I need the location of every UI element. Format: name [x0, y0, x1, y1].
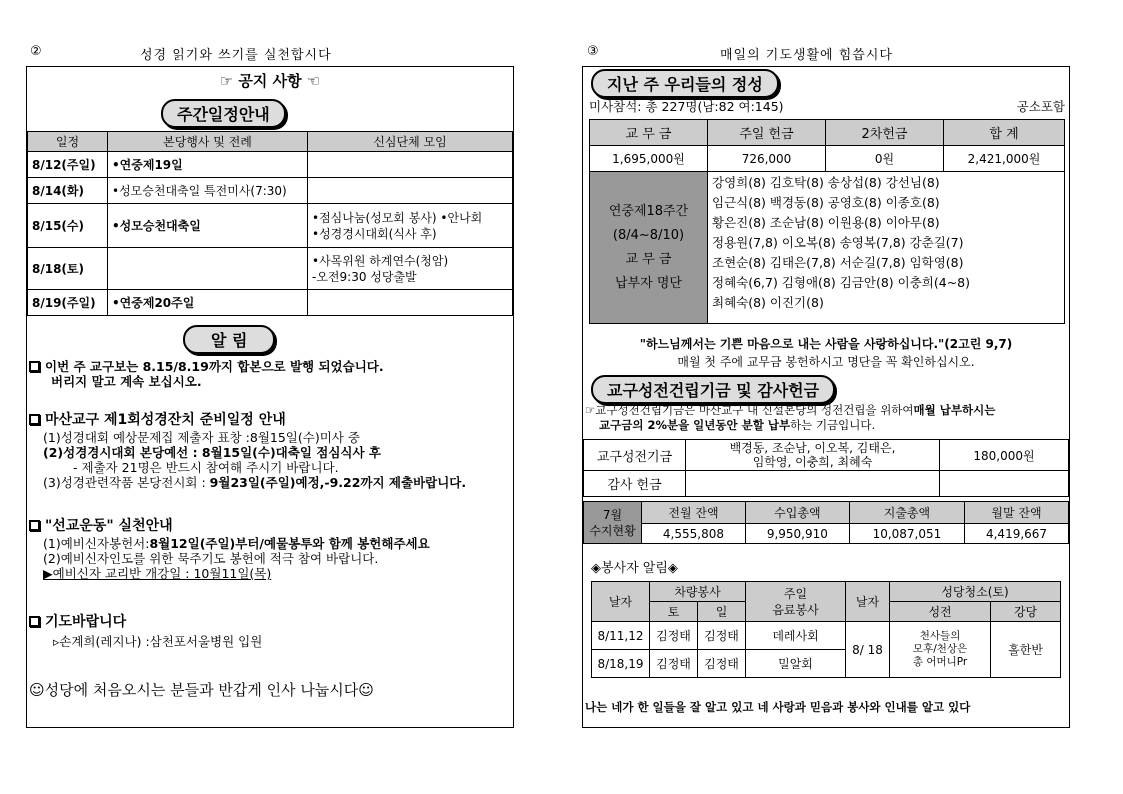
schedule-group [308, 178, 513, 204]
schedule-group: •사목위원 하계연수(청암) -오전9:30 성당출발 [308, 248, 513, 290]
finance-value: 1,695,000원 [590, 146, 708, 172]
footer-verse: 나는 네가 한 일들을 잘 알고 있고 네 사랑과 믿음과 봉사와 인내를 알고 있다 [585, 700, 971, 714]
schedule-group: •점심나눔(성모회 봉사) •안나회 •성경경시대회(식사 후) [308, 204, 513, 248]
notice-item-3-line: ▶예비신자 교리반 개강일 : 10월11일(목) [43, 566, 272, 581]
schedule-date: 8/15(수) [28, 204, 108, 248]
notice-title: ☞ 공지 사항 ☜ [219, 72, 321, 90]
donor-line: 강영희(8) 김호탁(8) 송상섭(8) 강선님(8) [712, 175, 940, 190]
schedule-event: •연중제20주일 [108, 290, 308, 316]
volunteer-title: ◈봉사자 알림◈ [591, 561, 678, 576]
donor-label-line: 연중제18주간 [608, 203, 689, 219]
schedule-title: 주간일정안내 [161, 99, 286, 128]
right-page-number: ③ [587, 44, 599, 59]
finance-header: 주일 헌금 [708, 120, 826, 146]
schedule-header-date: 일정 [28, 132, 108, 152]
alarm-title: 알 림 [183, 325, 275, 354]
notice-item-1 [29, 359, 384, 389]
schedule-date: 8/14(화) [28, 178, 108, 204]
schedule-header-event: 본당행사 및 전례 [108, 132, 308, 152]
vol-header-date2: 날자 [846, 582, 890, 622]
notice-item-3-title: "선교운동" 실천안내 [45, 518, 173, 534]
finance-value: 2,421,000원 [944, 146, 1065, 172]
notice-item-3-emphasis: 8월12일(주일)부터/예물봉투와 함께 봉헌해주세요 [149, 536, 430, 551]
left-header: 성경 읽기와 쓰기를 실천합시다 [140, 48, 332, 63]
fund-table [583, 439, 1069, 497]
donor-label-line: (8/4~8/10) [612, 227, 685, 243]
cashflow-header: 수입총액 [745, 502, 849, 524]
donor-list [708, 172, 1065, 324]
vol-header-clean: 성당청소(토) [890, 582, 1061, 602]
volunteer-table [591, 581, 1061, 678]
donor-line: 최혜숙(8) 이진기(8) [712, 295, 824, 310]
fund-description [585, 403, 995, 433]
cashflow-value: 9,950,910 [745, 524, 849, 544]
schedule-table [27, 131, 513, 316]
cashflow-label: 7월 수지현황 [584, 502, 642, 544]
notice-item-4-line: ▹손계희(레지나) :삼천포서울병원 입원 [53, 634, 263, 649]
vol-sat: 김정태 [650, 622, 698, 650]
schedule-header-group: 신심단체 모임 [308, 132, 513, 152]
vol-sat: 김정태 [650, 650, 698, 678]
notice-item-2-line: (1)성경대회 예상문제집 제출자 표창 :8월15일(수)미사 중 [43, 430, 360, 445]
finance-header: 합 계 [944, 120, 1065, 146]
donor-line: 조현순(8) 김태은(7,8) 서순길(7,8) 임학영(8) [712, 255, 964, 270]
vol-date: 8/18,19 [592, 650, 650, 678]
notice-item-2 [29, 413, 466, 490]
donor-line: 정용원(7,8) 이오복(8) 송영복(7,8) 강춘길(7) [712, 235, 964, 250]
schedule-event: •성모승천대축일 특전미사(7:30) [108, 178, 308, 204]
schedule-date: 8/18(토) [28, 248, 108, 290]
attendance-note: 공소포함 [1016, 99, 1065, 114]
cashflow-header: 월말 잔액 [965, 502, 1069, 524]
donor-line: 임근식(8) 백경동(8) 공영호(8) 이종호(8) [712, 195, 940, 210]
finance-table [589, 119, 1065, 324]
schedule-group [308, 290, 513, 316]
notice-item-2-emphasis: 9월23일(주일)예정,-9.22까지 제출바랍니다. [209, 475, 467, 490]
vol-drink: 데레사회 [746, 622, 846, 650]
notice-item-4 [29, 615, 262, 649]
schedule-row [28, 248, 513, 290]
vol-header-sanctuary: 성전 [890, 602, 991, 622]
schedule-row [28, 290, 513, 316]
right-page-frame [582, 66, 1070, 728]
schedule-row [28, 204, 513, 248]
vol-header-date: 날자 [592, 582, 650, 622]
cashflow-header: 지출총액 [849, 502, 964, 524]
donor-line: 황은진(8) 조순남(8) 이원용(8) 이아무(8) [712, 215, 940, 230]
vol-header-drink: 주일 음료봉사 [746, 582, 846, 622]
fund-row-names: 백경동, 조순남, 이오복, 김태은, 임학영, 이충희, 최혜숙 [686, 440, 940, 471]
finance-header: 2차헌금 [826, 120, 944, 146]
vol-hall: 홀한반 [991, 622, 1061, 678]
notice-item-2-title: 마산교구 제1회성경잔치 준비일정 안내 [45, 412, 286, 428]
schedule-row [28, 152, 513, 178]
fund-row-amount: 180,000원 [940, 440, 1069, 471]
fund-title: 교구성전건립기금 및 감사헌금 [591, 375, 835, 404]
vol-sun: 김정태 [698, 622, 746, 650]
fund-row-label: 감사 헌금 [584, 471, 686, 497]
schedule-group [308, 152, 513, 178]
cashflow-value: 4,419,667 [965, 524, 1069, 544]
volunteer-row [592, 622, 1061, 650]
vol-sun: 김정태 [698, 650, 746, 678]
schedule-event [108, 248, 308, 290]
offering-title: 지난 주 우리들의 정성 [591, 69, 779, 98]
vol-sanctuary: 천사들의 모후/천상은 총 어머니Pr [890, 622, 991, 678]
fund-desc-text: 하는 기금입니다. [790, 418, 876, 432]
cashflow-table [583, 501, 1069, 544]
finance-value: 0원 [826, 146, 944, 172]
notice-item-1-text: 이번 주 교구보는 8.15/8.19까지 합본으로 발행 되었습니다. [45, 359, 384, 374]
vol-header-sat: 토 [650, 602, 698, 622]
donor-label-line: 교 무 금 [625, 251, 672, 267]
fund-row-names [686, 471, 940, 497]
donor-label-line: 납부자 명단 [615, 275, 682, 291]
schedule-date: 8/12(주일) [28, 152, 108, 178]
finance-header: 교 무 금 [590, 120, 708, 146]
checkbox-square-icon [29, 616, 40, 627]
notice-item-3-line: (1)예비신자봉헌서: [43, 536, 150, 551]
finance-value: 726,000 [708, 146, 826, 172]
vol-header-sun: 일 [698, 602, 746, 622]
vol-header-car: 차량봉사 [650, 582, 746, 602]
checkbox-square-icon [29, 520, 40, 531]
schedule-event: •성모승천대축일 [108, 204, 308, 248]
schedule-date: 8/19(주일) [28, 290, 108, 316]
fund-desc-emphasis: 교구금의 2%분을 일년동안 분할 납부 [599, 418, 791, 432]
quote-line-2: 매월 첫 주에 교무금 봉헌하시고 명단을 꼭 확인하십시오. [677, 355, 975, 369]
notice-item-4-title: 기도바랍니다 [45, 614, 127, 630]
cashflow-value: 10,087,051 [849, 524, 964, 544]
donor-line: 정혜숙(6,7) 김형애(8) 김금안(8) 이충희(4~8) [712, 275, 970, 290]
fund-row-amount [940, 471, 1069, 497]
vol-date: 8/11,12 [592, 622, 650, 650]
closing-message: ☺성당에 처음오시는 분들과 반갑게 인사 나눕시다☺ [29, 681, 374, 699]
attendance: 미사참석: 총 227명(남:82 여:145) [589, 99, 784, 114]
schedule-row [28, 178, 513, 204]
vol-header-hall: 강당 [991, 602, 1061, 622]
cashflow-header: 전월 잔액 [642, 502, 746, 524]
checkbox-square-icon [29, 414, 40, 425]
notice-item-3 [29, 519, 430, 581]
vol-drink: 밀알회 [746, 650, 846, 678]
fund-desc-text: ☞교구성전건립기금은 마산교구 내 신설본당의 성전건립을 위하여 [585, 403, 914, 417]
left-page-frame [26, 66, 514, 728]
notice-item-3-line: (2)예비신자인도를 위한 묵주기도 봉헌에 적극 참여 바랍니다. [43, 551, 379, 566]
fund-row-label: 교구성전기금 [584, 440, 686, 471]
quote-line-1: "하느님께서는 기쁜 마음으로 내는 사람을 사랑하십니다."(2고린 9,7) [639, 337, 1013, 351]
schedule-event: •연중제19일 [108, 152, 308, 178]
notice-item-2-line: - 제출자 21명은 반드시 참여해 주시기 바랍니다. [73, 460, 339, 475]
checkbox-square-icon [29, 361, 40, 372]
cashflow-value: 4,555,808 [642, 524, 746, 544]
vol-date2: 8/ 18 [846, 622, 890, 678]
donor-label [590, 172, 708, 324]
right-header: 매일의 기도생활에 힘씁시다 [720, 48, 893, 63]
fund-desc-emphasis: 매월 납부하시는 [913, 403, 996, 417]
notice-item-1-text2: 버리지 말고 계속 보십시오. [51, 374, 202, 389]
notice-item-2-line: (3)성경관련작품 본당전시회 : [43, 475, 210, 490]
left-page-number: ② [30, 44, 42, 59]
notice-item-2-line: (2)성경경시대회 본당예선 : 8월15일(수)대축일 점심식사 후 [43, 445, 381, 460]
